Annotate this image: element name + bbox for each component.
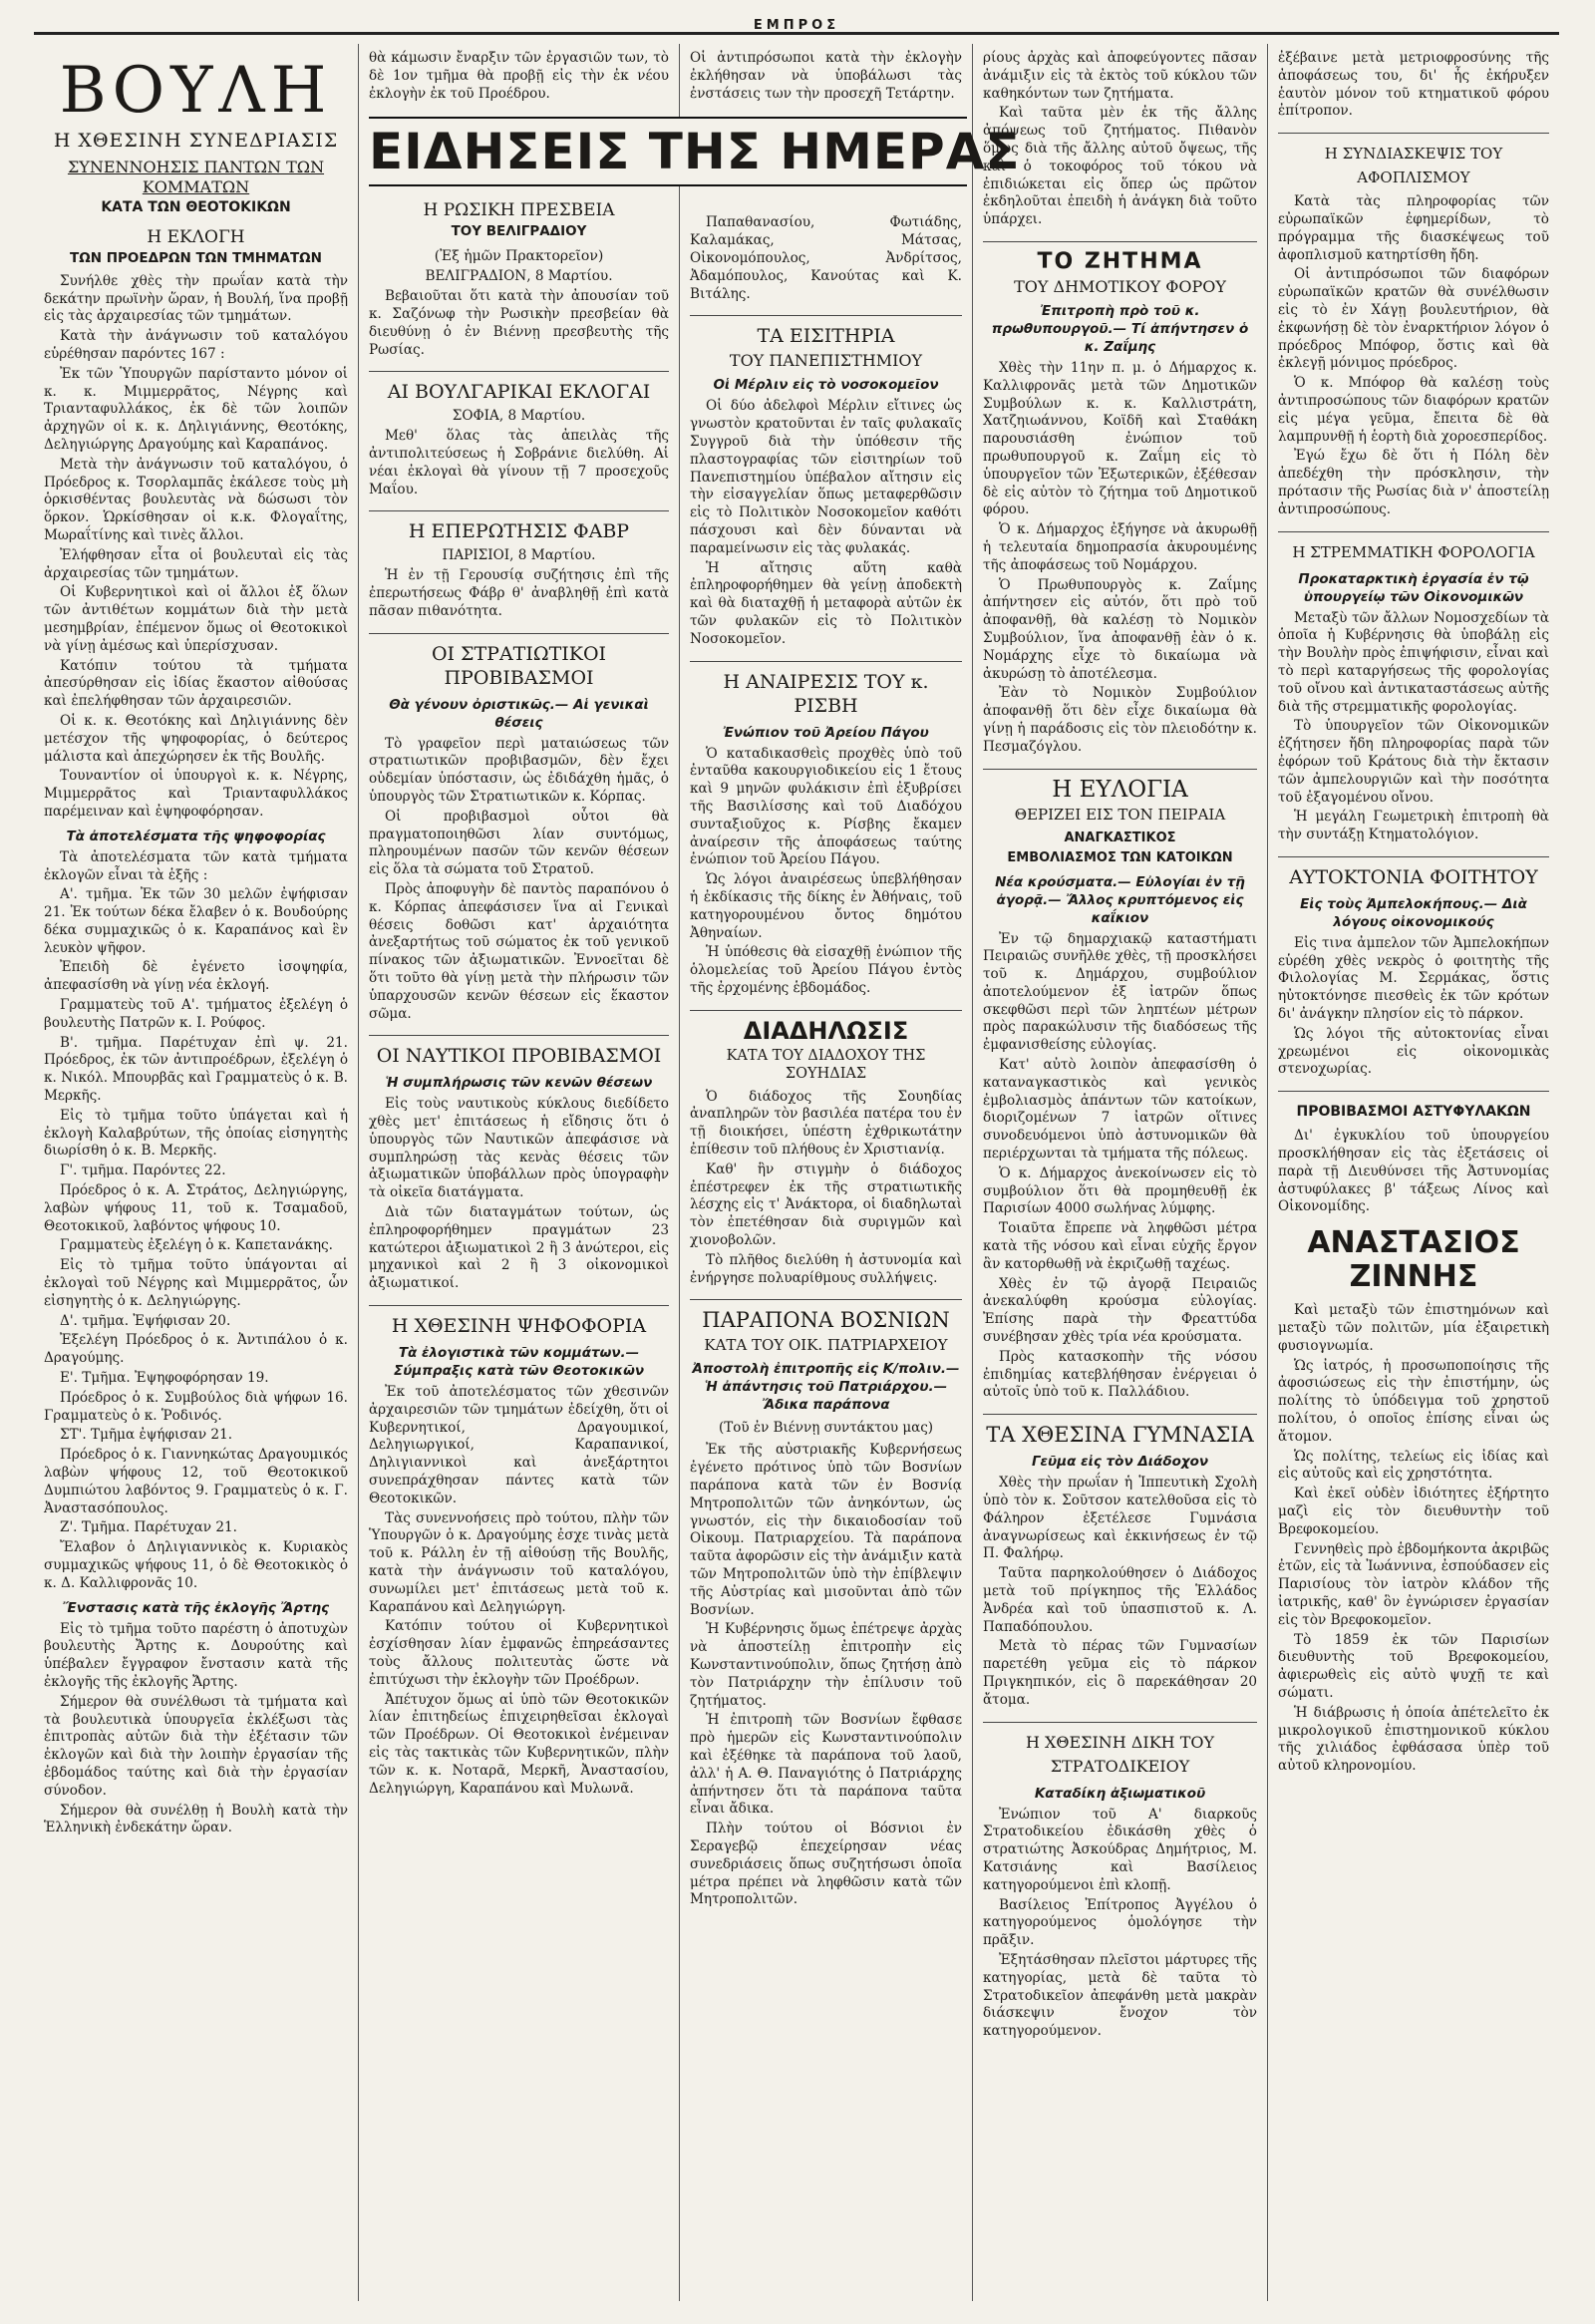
headline: Η ΧΘΕΣΙΝΗ ΔΙΚΗ ΤΟΥ ΣΤΡΑΤΟΔΙΚΕΙΟΥ [983, 1722, 1257, 1779]
subheadline: Ἡ συμπλήρωσις τῶν κενῶν θέσεων [385, 1075, 653, 1092]
column-3 [680, 44, 973, 2301]
headline: Η ΕΚΛΟΓΗ [147, 226, 245, 247]
headline: Η ΕΥΛΟΓΙΑ [983, 769, 1257, 802]
paragraph: Ὡς λόγοι ἀναιρέσεως ὑπεβλήθησαν ἡ ἐκδίκασις τῆς δίκης ἐν Ἀθήναις, τοῦ κατηγορουμένου ὄντος δημότου Ἀθηναίων. [690, 871, 962, 941]
paragraph: Πρόεδρος ὁ κ. Α. Στράτος, Δεληγιώργης, λαβὼν ψήφους 11, τοῦ κ. Τσαμαδοῦ, Θεοτοκικοῦ, λαβόντος ψήφους 10. [44, 1182, 348, 1234]
paragraph: Τὸ πλῆθος διελύθη ἡ ἀστυνομία καὶ ἐνήργησε πολυαρίθμους συλλήψεις. [690, 1251, 962, 1286]
paragraph: Τὰς συνεννοήσεις πρὸ τούτου, πλὴν τῶν Ὑπουργῶν ὁ κ. Δραγούμης ἐσχε τινὰς μετὰ τοῦ κ. Ράλλη ἐν τῇ αἰθούσῃ τῆς Βουλῆς, κατὰ τὴν ἀνάγνωσιν τοῦ καταλόγου, συνωμίλει μετ' ἐπιτάσεως μετὰ τοῦ κ. Καραπάνου καὶ Δεληγιώργη. [369, 1509, 669, 1615]
headline: ΠΡΟΒΙΒΑΣΜΟΙ ΑΣΤΥΦΥΛΑΚΩΝ [1278, 1091, 1549, 1124]
paragraph: Ἡ ἐπιτροπὴ τῶν Βοσνίων ἔφθασε πρὸ ἡμερῶν εἰς Κωνσταντινούπολιν καὶ ἐξέθηκε τὰ παράπονα τοῦ λαοῦ, ἀλλ' ἡ Α. Θ. Παναγιότης ὁ Πατριάρχης ἀπήντησεν ὅτι τὰ παράπονα ταῦτα εἶναι ἄδικα. [690, 1712, 962, 1818]
section-subtitle-3: ΚΑΤΑ ΤΩΝ ΘΕΟΤΟΚΙΚΩΝ [101, 199, 291, 215]
subheadline: Εἰς τοὺς Ἀμπελοκήπους.— Διὰ λόγους οἰκονομικούς [1300, 895, 1527, 930]
column-4 [973, 44, 1268, 2301]
paragraph: ρίους ἀρχὰς καὶ ἀποφεύγοντες πᾶσαν ἀνάμιξιν εἰς τὰ ἐκτὸς τοῦ κύκλου τῶν καθηκόντων των ζητήματα. [983, 50, 1257, 102]
paragraph: Κατόπιν τούτου τὰ τμήματα ἀπεσύρθησαν εἰς ἰδίας ἕκαστον αἰθούσας καὶ ἐπελήφθησαν τῶν ἀρχαιρεσιῶν. [44, 657, 348, 710]
columns [34, 44, 1559, 2301]
headline-sub: ΤΟΥ ΠΑΝΕΠΙΣΤΗΜΙΟΥ [729, 351, 923, 371]
paragraph: Β'. τμῆμα. Παρέτυχαν ἐπὶ ψ. 21. Πρόεδρος, ἐκ τῶν ἀντιπροέδρων, ἐξελέγη ὁ κ. Νικόλ. Μπουρβᾶς καὶ Γραμματεὺς ὁ κ. Β. Μερκῆς. [44, 1034, 348, 1105]
paragraph: ἐξέβαινε μετὰ μετριοφροσύνης τῆς ἀποφάσεως του, δι' ἧς ἐκήρυξεν ἑαυτὸν μόνον τοῦ κτηματικοῦ φόρου ἐπίτροπον. [1278, 50, 1549, 120]
paragraph: Ἀπέτυχον ὅμως αἱ ὑπὸ τῶν Θεοτοκικῶν λίαν ἐπιτηδείως ἐπιχειρηθεῖσαι ἐκλογαὶ τῶν Προέδρων. Οἱ Θεοτοκικοὶ ἐνέμειναν εἰς τὰς τακτικὰς τῶν Κυβερνητικῶν, πλὴν τῶν κ. κ. Νοταρᾶ, Μερκῆ, Ἀναστασίου, Δεληγιώργη, Καραπάνου καὶ Μυλωνᾶ. [369, 1691, 669, 1797]
paragraph: Διὰ τῶν διαταγμάτων τούτων, ὡς ἐπληροφορήθημεν πραγμάτων 23 κατώτεροι ἀξιωματικοὶ 2 ἢ 3 ἀνώτεροι, εἰς μηχανικοὶ καὶ 2 ἢ 3 οἰκονομικοὶ ἀξιωματικοί. [369, 1204, 669, 1292]
section-title: ΒΟΥΛΗ [59, 54, 333, 128]
headline-sub: ΤΟΥ ΒΕΛΙΓΡΑΔΙΟΥ [451, 223, 587, 240]
paragraph: Εἰς τὸ τμῆμα τοῦτο παρέστη ὁ ἀποτυχὼν βουλευτὴς Ἄρτης κ. Δουρούτης καὶ ὑπέβαλεν ἔγγραφον ἔνστασιν κατὰ τῆς ἐκλογῆς τῆς ἐκλογῆς Ἄρτης. [44, 1620, 348, 1690]
paragraph: Ἐλήφθησαν εἶτα οἱ βουλευταὶ εἰς τὰς ἀρχαιρεσίας τῶν τμημάτων. [44, 546, 348, 581]
paragraph: Συνήλθε χθὲς τὴν πρωΐαν κατὰ τὴν δεκάτην πρωϊνὴν ὥραν, ἡ Βουλή, ἵνα προβῇ εἰς τὰς ἀρχαιρεσίας τῶν τμημάτων. [44, 272, 348, 325]
paragraph: Δ'. τμῆμα. Ἐψήφισαν 20. [60, 1312, 231, 1329]
headline: Η ΣΤΡΕΜΜΑΤΙΚΗ ΦΟΡΟΛΟΓΙΑ [1278, 531, 1549, 564]
headline: ΑΙ ΒΟΥΛΓΑΡΙΚΑΙ ΕΚΛΟΓΑΙ [369, 371, 669, 404]
paragraph: Οἱ ἀντιπρόσωποι κατὰ τὴν ἐκλογὴν ἐκλήθησαν νὰ ὑποβάλωσι τὰς ἐνστάσεις των τὴν προσεχῆ Τετάρτην. [690, 50, 962, 102]
paragraph: Γραμματεὺς ἐξελέγη ὁ κ. Καπετανάκης. [60, 1237, 333, 1254]
headline-sub: ΤΩΝ ΠΡΟΕΔΡΩΝ ΤΩΝ ΤΜΗΜΑΤΩΝ [70, 249, 322, 266]
paragraph: θὰ κάμωσιν ἔναρξιν τῶν ἐργασιῶν των, τὸ δὲ 1ον τμῆμα θὰ προβῇ εἰς τὴν ἐκ νέου ἐκλογὴν ἐκ τοῦ Προέδρου. [369, 50, 669, 102]
paragraph: Δι' ἐγκυκλίου τοῦ ὑπουργείου προσκλήθησαν εἰς τὰς ἐξετάσεις οἱ παρὰ τῇ Διευθύνσει τῆς Ἀστυνομίας ἀστυφύλακες β' τάξεως Λίνος καὶ Οἰκονομίδης. [1278, 1128, 1549, 1215]
headline: ΟΙ ΝΑΥΤΙΚΟΙ ΠΡΟΒΙΒΑΣΜΟΙ [369, 1035, 669, 1068]
subheadline: Τὰ ἀποτελέσματα τῆς ψηφοφορίας [66, 828, 326, 844]
headline-sub: ΚΑΤΑ ΤΟΥ ΔΙΑΔΟΧΟΥ ΤΗΣ ΣΟΥΗΔΙΑΣ [726, 1047, 926, 1082]
paragraph: Ἡ αἴτησις αὕτη καθὰ ἐπληροφορήθημεν θὰ γείνῃ ἀποδεκτὴ καὶ θὰ διαταχθῇ ἡ μεταφορὰ αὐτῶν ἐκ τῶν φυλακῶν εἰς τὸ Πολιτικὸν Νοσοκομεῖον. [690, 559, 962, 647]
subheadline: Θὰ γένουν ὀριστικῶς.— Αἱ γενικαὶ θέσεις [389, 696, 649, 731]
headline: Η ΕΠΕΡΩΤΗΣΙΣ ΦΑΒΡ [369, 510, 669, 543]
subheadline: Οἱ Μέρλιν εἰς τὸ νοσοκομεῖον [713, 377, 939, 394]
paragraph: Κατ' αὐτὸ λοιπὸν ἀπεφασίσθη ὁ καταναγκαστικὸς καὶ γενικὸς ἐμβολιασμὸς ἁπάντων τῶν κατοίκων, διοριζομένων 7 ἰατρῶν οἵτινες συνοδευόμενοι ὑπὸ ἀστυνομικῶν θὰ περιέρχωνται τὰ τμήματα τῆς πόλεως. [983, 1057, 1257, 1162]
paragraph: Ἐκ τοῦ ἀποτελέσματος τῶν χθεσινῶν ἀρχαιρεσιῶν τῶν τμημάτων ἐδείχθη, ὅτι οἱ Κυβερνητικοί, Δραγουμικοί, Δεληγιωργικοί, Καραπανικοί, Δηλιγιαννικοὶ καὶ ἀνεξάρτητοι συνεπράχθησαν πάντες κατὰ τῶν Θεοτοκικῶν. [369, 1384, 669, 1506]
paragraph: Ὁ κ. Δήμαρχος ἐξήγησε νὰ ἀκυρωθῇ ἡ τελευταία δημοπρασία ἀκυρουμένης τῆς ἀποφάσεως τοῦ Νομάρχου. [983, 521, 1257, 573]
paragraph: Ἐὰν τὸ Νομικὸν Συμβούλιον ἀποφανθῇ ὅτι δὲν εἶχε δικαίωμα θὰ γίνῃ ἡ παράδοσις εἰς τὸν πλειοδότην κ. Πεσμαζόγλου. [983, 685, 1257, 755]
paragraph: Κατὰ τὰς πληροφορίας τῶν εὐρωπαϊκῶν ἐφημερίδων, τὸ πρόγραμμα τῆς διασκέψεως τοῦ ἀφοπλισμοῦ κατηρτίσθη ἤδη. [1278, 193, 1549, 263]
paragraph: Μεταξὺ τῶν ἄλλων Νομοσχεδίων τὰ ὁποῖα ἡ Κυβέρνησις θὰ ὑποβάλῃ εἰς τὴν Βουλὴν πρὸς ἐπιψήφισιν, εἶναι καὶ τὸ περὶ καταργήσεως τῆς φορολογίας τοῦ οἴνου καὶ ἀντικαταστάσεως αὐτῆς διὰ τῆς στρεμματικῆς φορολογίας. [1278, 609, 1549, 715]
paragraph: Ἐνώπιον τοῦ Α' διαρκοῦς Στρατοδικείου ἐδικάσθη χθὲς ὁ στρατιώτης Ἀσκούδρας Δημήτριος, Μ. Κατσιάνης καὶ Βασίλειος κατηγορούμενοι ἐπὶ κλοπῇ. [983, 1806, 1257, 1893]
paragraph: Καὶ μεταξὺ τῶν ἐπιστημόνων καὶ μεταξὺ τῶν πολιτῶν, μία ἐξαιρετικὴ φυσιογνωμία. [1278, 1302, 1549, 1354]
dateline: ΠΑΡΙΣΙΟΙ, 8 Μαρτίου. [442, 547, 596, 564]
paragraph: Χθὲς ἐν τῷ ἀγορᾷ Πειραιῶς ἀνεκαλύφθη κρούσμα εὐλογίας. Ἐπίσης παρὰ τὴν Φρεαττύδα συνέβησαν χθὲς τρία νέα κρούσματα. [983, 1275, 1257, 1346]
paragraph: Σήμερον θὰ συνέλθῃ ἡ Βουλὴ κατὰ τὴν Ἑλληνικὴ ἐνδεκάτην ὥραν. [44, 1802, 348, 1836]
paragraph: Ὁ κ. Μπόφορ θὰ καλέσῃ τοὺς ἀντιπροσώπους τῶν διαφόρων κρατῶν εἰς μέγα γεῦμα, ἔπειτα δὲ θὰ λαμπρυνθῇ ἡ ἑορτὴ διὰ χοροεσπερίδος. [1278, 375, 1549, 445]
headline: Η ΣΥΝΔΙΑΣΚΕΨΙΣ ΤΟΥ ΑΦΟΠΛΙΣΜΟΥ [1278, 133, 1549, 189]
paragraph: Καὶ ταῦτα μὲν ἐκ τῆς ἄλλης ἀπόψεως τοῦ ζητήματος. Πιθανὸν ὅμως διὰ τῆς ἄλλης αὐτοῦ ὄψεως, τῆς καὶ ὁ τοκοφόρος τοῦ τόκου νὰ ἐπιδιώκεται εἰς ὅπερ ὡς πρῶτον ἐκδηλοῦται ἐπειδὴ ἡ ἀνάγκη διὰ τοῦτο ὑπάρχει. [983, 105, 1257, 228]
paragraph: Μετὰ τὸ πέρας τῶν Γυμνασίων παρετέθη γεῦμα εἰς τὸ πάρκον Πριγκηπικόν, εἰς ὃ παρεκάθησαν 20 ἄτομα. [983, 1638, 1257, 1708]
subheadline: Προκαταρκτικὴ ἐργασία ἐν τῷ ὑπουργείῳ τῶν Οἰκονομικῶν [1298, 570, 1529, 605]
paragraph: Εἰς τοὺς ναυτικοὺς κύκλους διεδίδετο χθὲς μετ' ἐπιτάσεως ἡ εἴδησις ὅτι ὁ ὑπουργὸς τῶν Ναυτικῶν ἀπεφάσισε νὰ συμπληρώσῃ τὰς κενὰς θέσεις τῶν ἀξιωματικῶν ὑποβάλλων πρὸς ὑπογραφὴν τὰ οἰκεῖα διατάγματα. [369, 1096, 669, 1201]
paragraph: Ε'. Τμῆμα. Ἐψηφοφόρησαν 19. [60, 1370, 269, 1387]
headline: ΟΙ ΣΤΡΑΤΙΩΤΙΚΟΙ ΠΡΟΒΙΒΑΣΜΟΙ [369, 633, 669, 690]
paragraph: Ἡ ἐν τῇ Γερουσίᾳ συζήτησις ἐπὶ τῆς ἐπερωτήσεως Φάβρ θ' ἀναβληθῇ ἐπὶ κατὰ πᾶσαν πιθανότητα. [369, 567, 669, 619]
subheadline: Νέα κρούσματα.— Εὐλογίαι ἐν τῇ ἀγορᾷ.— Ἄλλος κρυπτόμενος εἰς καΐκιον [995, 873, 1245, 926]
paragraph: Ὡς πολίτης, τελείως εἰς ἰδίας καὶ εἰς αὐτοῦς καὶ εἰς χρηστότητα. [1278, 1448, 1549, 1483]
paragraph: Σήμερον θὰ συνέλθωσι τὰ τμήματα καὶ τὰ βουλευτικὰ ὑπουργεῖα ἐκλέξωσι τὰς ἐπιτροπὰς αὐτῶν διὰ τὴν ἐξέτασιν τῶν ἐκλογῶν καὶ διὰ τὴν λοιπὴν ἐργασίαν τῆς ἐβδομάδος ταύτης καὶ διὰ τὴν ἐργασίαν σύνοδον. [44, 1693, 348, 1799]
paragraph: Βασίλειος Ἐπίτροπος Ἀγγέλου ὁ κατηγορούμενος ὁμολόγησε τὴν πρᾶξιν. [983, 1896, 1257, 1949]
banner-wrap [369, 117, 1021, 190]
paragraph: ΣΤ'. Τμῆμα ἐψήφισαν 21. [60, 1427, 233, 1444]
headline: ΤΑ ΕΙΣΙΤΗΡΙΑ [690, 315, 962, 348]
headline: ΤΟ ΖΗΤΗΜΑ [983, 241, 1257, 274]
subheadline: Ἀποστολὴ ἐπιτροπῆς εἰς Κ/πολιν.— Ἡ ἀπάντησις τοῦ Πατριάρχου.— Ἄδικα παράπονα [692, 1361, 960, 1414]
paragraph: Καὶ ἐκεῖ οὐδὲν ἰδιότητες ἐξήρτητο μαζὶ εἰς τὸν διευθυντὴν τοῦ Βρεφοκομείου. [1278, 1486, 1549, 1537]
paragraph: Ἡ μεγάλη Γεωμετρικὴ ἐπιτροπὴ θὰ τὴν συντάξῃ Κτηματολόγιον. [1278, 809, 1549, 843]
headline-sub: ΑΝΑΓΚΑΣΤΙΚΟΣ [1064, 830, 1176, 845]
subheadline: Ἔνστασις κατὰ τῆς ἐκλογῆς Ἄρτης [62, 1599, 330, 1616]
subheadline: Τὰ ἐλογιστικὰ τῶν κομμάτων.— Σύμπραξις κατὰ τῶν Θεοτοκικῶν [393, 1345, 645, 1380]
source-note: (Τοῦ ἐν Βιέννῃ συντάκτου μας) [718, 1420, 934, 1437]
paragraph: Εἰς τὸ τμῆμα τοῦτο ὑπάγεται καὶ ἡ ἐκλογὴ Καλαβρύτων, τῆς ὁποίας εἰσηγητὴς διωρίσθη ὁ κ. Β. Μερκῆς. [44, 1107, 348, 1160]
headline: ΑΥΤΟΚΤΟΝΙΑ ΦΟΙΤΗΤΟΥ [1278, 856, 1549, 889]
subheadline: Ἐπιτροπὴ πρὸ τοῦ κ. πρωθυπουργοῦ.— Τί ἀπήντησεν ὁ κ. Ζαΐμης [991, 302, 1249, 355]
obituary-headline: ΑΝΑΣΤΑΣΙΟΣ ΖΙΝΝΗΣ [1307, 1225, 1520, 1295]
headline: ΤΑ ΧΘΕΣΙΝΑ ΓΥΜΝΑΣΙΑ [983, 1414, 1257, 1447]
newspaper-page [34, 18, 1559, 2301]
paragraph: Εἰς τὸ τμῆμα τοῦτο ὑπάγονται αἱ ἐκλογαὶ τοῦ Νέγρης καὶ Μιμμερρᾶτος, ὧν εἰσηγητὴς ὁ κ. Δεληγιώργης. [44, 1257, 348, 1309]
source-note: (Ἐξ ἡμῶν Πρακτορεῖον) [434, 248, 604, 265]
paragraph: Ὡς ἰατρός, ἡ προσωποποίησις τῆς ἀφοσιώσεως εἰς τὴν ἐπιστήμην, ὡς πολίτης τὸ ὑπόδειγμα τοῦ χρηστοῦ πολίτου, ὁ οποῖος ἐπίσης εἶναι ὡς ἄτομον. [1278, 1357, 1549, 1445]
news-of-the-day-banner: ΕΙΔΗΣΕΙΣ ΤΗΣ ΗΜΕΡΑΣ [369, 117, 967, 186]
headline-sub: ΕΜΒΟΛΙΑΣΜΟΣ ΤΩΝ ΚΑΤΟΙΚΩΝ [1007, 849, 1233, 865]
masthead [34, 18, 1559, 35]
paragraph: Γεννηθεὶς πρὸ ἑβδομήκοντα ἀκριβῶς ἐτῶν, εἰς τὰ Ἰωάννινα, ἐσπούδασεν εἰς Παρισίους τὸν ἰατρὸν κλάδον τῆς ἰατρικῆς, καθ' ὃν ἐγνώρισεν ἐργασίαν εἰς τὸν Βρεφοκομεῖον. [1278, 1540, 1549, 1628]
paragraph: Χθὲς τὴν πρωΐαν ἡ Ἱππευτικὴ Σχολὴ ὑπὸ τὸν κ. Σοῦτσον κατελθοῦσα εἰς τὸ Φάληρον ἐξετέλεσε Γυμνάσια ἀναγνωρίσεως καὶ ἐκκινήσεως ἐν τῷ Π. Φαλήρῳ. [983, 1475, 1257, 1562]
paragraph: Κατὰ τὴν ἀνάγνωσιν τοῦ καταλόγου εὑρέθησαν παρόντες 167 : [44, 328, 348, 362]
paragraph: Α'. τμῆμα. Ἐκ τῶν 30 μελῶν ἐψήφισαν 21. Ἐκ τούτων δέκα ἔλαβεν ὁ κ. Βουδούρης δέκα συμμαχικῶς ὁ κ. Καραπάνος καὶ ἓν λευκὸν ψῆφον. [44, 886, 348, 956]
paragraph: Ἐγώ ἔχω δὲ ὅτι ἡ Πόλη δὲν ἀπεδέχθη τὴν πρόσκλησιν, τὴν πρότασιν τῆς Ρωσίας διὰ ν' ἀποστείλῃ ἀντιπροσώπους. [1278, 448, 1549, 517]
paragraph: Ἡ διάβρωσις ἡ ὁποία ἀπέτελεῖτο ἐκ μικρολογικοῦ ἐπιστημονικοῦ κύκλου τῆς χιλιάδος ἐφθάσασα ὑπὲρ τοῦ αὐτοῦ κληρονομίου. [1278, 1704, 1549, 1775]
section-subtitle-2: ΣΥΝΕΝΝΟΗΣΙΣ ΠΑΝΤΩΝ ΤΩΝ ΚΟΜΜΑΤΩΝ [67, 158, 325, 196]
paragraph: Τὸ ὑπουργεῖον τῶν Οἰκονομικῶν ἐζήτησεν ἤδη πληροφορίας παρὰ τῶν ἐφόρων τοῦ Κράτους διὰ τὴν ἔκτασιν τῶν ἀμπελουργιῶν καὶ τὴν ποσότητα τοῦ ἐξαγομένου οἴνου. [1278, 718, 1549, 806]
headline: Η ΡΩΣΙΚΗ ΠΡΕΣΒΕΙΑ [423, 200, 615, 221]
headline: Η ΧΘΕΣΙΝΗ ΨΗΦΟΦΟΡΙΑ [369, 1305, 669, 1338]
paragraph: Εἰς τινα ἀμπελον τῶν Ἀμπελοκήπων εὑρέθη χθὲς νεκρὸς ὁ φοιτητὴς τῆς Φιλολογίας Μ. Σερμάκας, ὅστις ηὐτοκτόνησε πιεσθεὶς ἐκ τῶν κρότων δι' ἀνάγκην πλησίον εἰς τὸ πάρκον. [1278, 934, 1549, 1023]
paragraph: Πρὸς ἀποφυγὴν δὲ παντὸς παραπόνου ὁ κ. Κόρπας ἀπεφάσισεν ἵνα αἱ Γενικαὶ θέσεις δοθῶσι κατ' ἀρχαιότητα ἀνεξαρτήτως τοῦ σώματος ἐκ τοῦ γενικοῦ πίνακος τῶν ἀξιωματικῶν. Ἐννοεῖται δὲ ὅτι τοῦτο θὰ γίνῃ μετὰ τὴν πλήρωσιν τῶν ὑπαρχουσῶν κενῶν θέσεων εἰς ἕκαστον σῶμα. [369, 880, 669, 1022]
paragraph: Ἐκ τῶν Ὑπουργῶν παρίσταντο μόνον οἱ κ. κ. Μιμμερρᾶτος, Νέγρης καὶ Τριανταφυλλάκος, ἐκ δὲ τῶν λοιπῶν ἀρχηγῶν οἱ κ. κ. Δηλιγιάννης, Θεοτόκης, Δεληγιώργης Δραγούμης καὶ Καραπάνος. [44, 365, 348, 453]
headline: Η ΑΝΑΙΡΕΣΙΣ ΤΟΥ κ. ΡΙΣΒΗ [690, 661, 962, 718]
column-5 [1268, 44, 1559, 2301]
section-subtitle: Η ΧΘΕΣΙΝΗ ΣΥΝΕΔΡΙΑΣΙΣ [53, 130, 339, 152]
paragraph: Κατόπιν τούτου οἱ Κυβερνητικοὶ ἐσχίσθησαν λίαν ἐμφανῶς ἐπηρεάσαντες τοὺς ἄλλους πολιτευτὰς ὥστε νὰ ἐπιτύχωσι τὴν ἐκλογὴν τῶν Προέδρων. [369, 1618, 669, 1688]
paragraph: Μεθ' ὅλας τὰς ἀπειλὰς τῆς ἀντιπολιτεύσεως ἡ Σοβράνιε διελύθη. Αἱ νέαι ἐκλογαὶ θὰ γίνουν τῇ 7 προσεχοῦς Μαΐου. [369, 428, 669, 498]
paragraph: Καθ' ἣν στιγμὴν ὁ διάδοχος ἐπέστρεφεν ἐκ τῆς στρατιωτικῆς λέσχης εἰς τ' Ἀνάκτορα, οἱ διαδηλωταὶ τὸν ἐπετέθησαν διὰ συριγμῶν καὶ χιονοβολῶν. [690, 1161, 962, 1249]
paragraph: Τὸ 1859 ἐκ τῶν Παρισίων διευθυντὴς τοῦ Βρεφοκομείου, ἀφιερωθεὶς εἰς αὐτὸ ψυχῇ τε καὶ σώματι. [1278, 1631, 1549, 1701]
paragraph: Ἡ ὑπόθεσις θὰ εἰσαχθῇ ἐνώπιον τῆς ὁλομελείας τοῦ Ἀρείου Πάγου ἐντὸς τῆς ἐρχομένης ἑβδομάδος. [690, 944, 962, 996]
column-2-body [369, 190, 669, 2324]
paragraph: Τοιαῦτα ἔπρεπε νὰ ληφθῶσι μέτρα κατὰ τῆς νόσου καὶ εἶναι εὐχῆς ἔργον ἂν κατορθωθῇ νὰ ἐκριζωθῇ ταχέως. [983, 1220, 1257, 1272]
headline: ΠΑΡΑΠΟΝΑ ΒΟΣΝΙΩΝ [690, 1299, 962, 1332]
paragraph: Ὡς λόγοι τῆς αὐτοκτονίας εἶναι χρεωμένοι εἰς οἰκονομικὰς στενοχωρίας. [1278, 1025, 1549, 1078]
masthead-title: ΕΜΠΡΟΣ [753, 17, 840, 33]
column-1 [34, 44, 359, 2301]
paragraph: Ἐξητάσθησαν πλεῖστοι μάρτυρες τῆς κατηγορίας, μετὰ δὲ ταῦτα τὸ Στρατοδικεῖον ἀπεφάνθη μετὰ μακρὰν διάσκεψιν ἔνοχον τὸν κατηγορούμενον. [983, 1951, 1257, 2040]
paragraph: Γ'. τμῆμα. Παρόντες 22. [60, 1162, 226, 1179]
dateline: ΒΕΛΙΓΡΑΔΙΟΝ, 8 Μαρτίου. [425, 268, 613, 285]
headline-sub: ΤΟΥ ΔΗΜΟΤΙΚΟΥ ΦΟΡΟΥ [1014, 276, 1226, 296]
paragraph: Τουναντίον οἱ ὑπουργοὶ κ. κ. Νέγρης, Μιμμερρᾶτος καὶ Τριανταφυλλάκος παρέμειναν καὶ ἐψηφοφόρησαν. [44, 768, 348, 820]
paragraph: Πρόεδρος ὁ κ. Συμβούλος διὰ ψήφων 16. Γραμματεὺς ὁ κ. Ῥοδινός. [44, 1389, 348, 1424]
paragraph: Ἐν τῷ δημαρχιακῷ καταστήματι Πειραιῶς συνῆλθε χθὲς, τῇ προσκλήσει τοῦ κ. Δημάρχου, συμβούλιον ἀποτελούμενον ἐξ ἰατρῶν ὅπως σκεφθῶσι περὶ τῶν ληπτέων μέτρων πρὸς παρακώλυσιν τῆς διαδόσεως τῆς ἐμφανισθείσης εὐλογίας. [983, 930, 1257, 1054]
paragraph: Τὸ γραφεῖον περὶ ματαιώσεως τῶν στρατιωτικῶν προβιβασμῶν, δὲν ἔχει οὐδεμίαν ὑπόστασιν, ὡς ἐδιδάχθη ἡμᾶς, ὁ ὑπουργὸς τῶν Στρατιωτικῶν κ. Κόρπας. [369, 735, 669, 805]
headline: ΔΙΑΔΗΛΩΣΙΣ [690, 1010, 962, 1043]
paragraph: Τὰ ἀποτελέσματα τῶν κατὰ τμήματα ἐκλογῶν εἶναι τὰ ἑξῆς : [44, 848, 348, 883]
paragraph: Οἱ ἀντιπρόσωποι τῶν διαφόρων εὐρωπαϊκῶν κρατῶν θὰ συνέλθωσιν εἰς τὸ ἐν Χάγῃ βουλευτήριον, θὰ ἐκφωνήσῃ δὲ τὸν ἐναρκτήριον λόγον ὁ πρόεδρος Μπόφορ, ὅστις καὶ θὰ ἐκλεγῇ μόνιμος πρόεδρος. [1278, 266, 1549, 372]
paragraph: Πρὸς κατασκοπὴν τῆς νόσου ἐπιδημίας κατεβλήθησαν ἐνέργειαι ὁ αὐτοῖς ὑπὸ τοῦ κ. Παλλάδιου. [983, 1348, 1257, 1401]
subheadline: Καταδίκη ἀξιωματικοῦ [1034, 1785, 1206, 1802]
paragraph: Ἐκ τῆς αὐστριακῆς Κυβερνήσεως ἐγένετο πρότινος ὑπὸ τῶν Βοσνίων παράπονα κατὰ τῶν ἐν Βοσνίᾳ Μητροπολιτῶν τῶν ἀνηκόντων, ὡς γνωστόν, εἰς τὴν δικαιοδοσίαν τοῦ Οἰκουμ. Πατριαρχείου. Τὰ παράπονα ταῦτα ἀφορῶσιν εἰς τὴν ἀνάμιξιν κατὰ τῶν Μητροπολιτῶν ὑπὸ τὴν ἐπίβλεψιν τῆς Αὐστρίας καὶ μισοῦνται ἀπὸ τῶν Βοσνίων. [690, 1442, 962, 1618]
paragraph: Πρόεδρος ὁ κ. Γιαννηκώτας Δραγουμικός λαβὼν ψήφους 12, τοῦ Θεοτοκικοῦ Δυμπιώτου λαβόντος 9. Γραμματεὺς ὁ κ. Γ. Ἀναστασόπουλος. [44, 1447, 348, 1516]
headline-sub: ΚΑΤΑ ΤΟΥ ΟΙΚ. ΠΑΤΡΙΑΡΧΕΙΟΥ [704, 1336, 948, 1355]
paragraph: Οἱ δύο ἀδελφοὶ Μέρλιν εἴτινες ὡς γνωστὸν κρατοῦνται ἐν ταῖς φυλακαῖς Συγγροῦ διὰ τὴν ὑπόθεσιν τῆς πλαστογραφίας τῶν εἰσιτηρίων τοῦ Πανεπιστημίου ὑπέβαλον αἴτησιν εἰς τὴν εἰσαγγελίαν ὅπως μεταφερθῶσιν εἰς τὸ Πολιτικὸν Νοσοκομεῖον καθότι πάσχουσι καὶ δὲν δύνανται νὰ παραμείνωσιν εἰς τὰς φυλακάς. [690, 398, 962, 556]
paragraph: Παπαθανασίου, Φωτιάδης, Καλαμάκας, Μάτσας, Οἰκονομόπουλος, Ἀνδρίτσος, Ἀδαμόπουλος, Κανούτας καὶ Κ. Βιτάλης. [690, 214, 962, 302]
paragraph: Ὁ κ. Δήμαρχος ἀνεκοίνωσεν εἰς τὸ συμβούλιον ὅτι θὰ προμηθευθῇ ἐκ Παρισίων 4000 σωλήνας λύμφης. [983, 1164, 1257, 1217]
paragraph: Ἐξελέγη Πρόεδρος ὁ κ. Ἀντιπάλου ὁ κ. Δραγούμης. [44, 1332, 348, 1367]
paragraph: Ὁ διάδοχος τῆς Σουηδίας ἀναπληρῶν τὸν βασιλέα πατέρα του ἐν τῇ διοικήσει, ὑπέστη ἐχθρικωτάτην ἐπίθεσιν τοῦ πλήθους ἐν Χριστιανίᾳ. [690, 1088, 962, 1159]
paragraph: Μετὰ τὴν ἀνάγνωσιν τοῦ καταλόγου, ὁ Πρόεδρος κ. Τσορλαμπᾶς ἐκάλεσε τοὺς μὴ ὁρκισθέντας βουλευτὰς νὰ δώσωσι τὸν ὅρκον. Ὡρκίσθησαν οἱ κ.κ. Φλογαΐτης, Μωραΐτίνης καὶ τινὲς ἄλλοι. [44, 456, 348, 543]
paragraph: Ἡ Κυβέρνησις ὅμως ἐπέτρεψε ἀρχὰς νὰ ἀποστείλῃ ἐπιτροπὴν εἰς Κωνσταντινούπολιν, ὅπως ζητήσῃ ἀπὸ τὸν Πατριάρχην τὴν ἐπίλυσιν τοῦ ζητήματος. [690, 1621, 962, 1709]
paragraph: Οἱ Κυβερνητικοὶ καὶ οἱ ἄλλοι ἐξ ὅλων τῶν ἀντιθέτων κομμάτων διὰ τὴν μετὰ μεσημβρίαν, ἐπέμενον ὅμως οἱ Θεοτοκικοὶ νὰ γίνῃ ἀμέσως καὶ ὑπερίσχυσαν. [44, 584, 348, 654]
paragraph: Βεβαιοῦται ὅτι κατὰ τὴν ἀπουσίαν τοῦ κ. Σαζόνωφ τὴν Ρωσικὴν πρεσβείαν θὰ διευθύνῃ ὁ ἐν Βιέννῃ πρεσβευτὴς τῆς Ρωσίας. [369, 288, 669, 358]
paragraph: Πλὴν τούτου οἱ Βόσνιοι ἐν Σεραγεβῷ ἐπεχείρησαν νέας συνεδριάσεις ὅπως συζητήσωσι ὁποῖα μέτρα πρέπει νὰ ληφθῶσιν κατὰ τῶν Μητροπολιτῶν. [690, 1821, 962, 1908]
paragraph: Ἔλαβον ὁ Δηλιγιαννικὸς κ. Κυριακὸς συμμαχικῶς ψήφους 11, ὁ δὲ Θεοτοκικὸς ὁ κ. Δ. Καλλιφρονᾶς 10. [44, 1539, 348, 1591]
paragraph: Ἐπειδὴ δὲ ἐγένετο ἰσοψηφία, ἀπεφασίσθη νὰ γίνῃ νέα ἐκλογή. [44, 959, 348, 994]
dateline: ΣΟΦΙΑ, 8 Μαρτίου. [452, 408, 586, 425]
paragraph: Ὁ Πρωθυπουργὸς κ. Ζαΐμης ἀπήντησεν εἰς αὐτόν, ὅτι πρὸ τοῦ ἀποφανθῇ, θὰ καλέσῃ τὸ Νομικὸν Συμβούλιον, ἵνα ἀποφανθῇ ἐὰν ὁ κ. Νομάρχης εἶχε τὸ δικαίωμα νὰ ἀκυρώσῃ τὸ ἀποτέλεσμα. [983, 576, 1257, 682]
paragraph: Ζ'. Τμῆμα. Παρέτυχαν 21. [60, 1519, 237, 1536]
subheadline: Γεῦμα εἰς τὸν Διάδοχον [1031, 1454, 1209, 1471]
subheadline: Ἐνώπιον τοῦ Ἀρείου Πάγου [723, 724, 929, 741]
paragraph: Ταῦτα παρηκολούθησεν ὁ Διάδοχος μετὰ τοῦ πρίγκηπος τῆς Ἑλλάδος Ἀνδρέα καὶ τοῦ ὑπασπιστοῦ κ. Λ. Παπαδόπουλου. [983, 1565, 1257, 1635]
paragraph: Ὁ καταδικασθεὶς προχθὲς ὑπὸ τοῦ ἐνταῦθα κακουργιοδικείου εἰς 1 ἔτους καὶ 9 μηνῶν φυλάκισιν ἐπὶ ἐξυβρίσει τῆς Βασιλίσσης καὶ τοῦ Διαδόχου συνταξιοῦχος κ. Ρίσβης ἔκαμεν ἀναίρεσιν τῆς ἀποφάσεως ταύτης ἐνώπιον τοῦ Ἀρείου Πάγου. [690, 745, 962, 868]
paragraph: Οἱ κ. κ. Θεοτόκης καὶ Δηλιγιάννης δὲν μετέσχον τῆς ψηφοφορίας, ὁ δεύτερος μάλιστα καὶ ἀπεχώρησεν ἐκ τῆς Βουλῆς. [44, 712, 348, 765]
paragraph: Γραμματεὺς τοῦ Α'. τμήματος ἐξελέγη ὁ βουλευτὴς Πατρῶν κ. Ι. Ρούφος. [44, 997, 348, 1031]
paragraph: Χθὲς τὴν 11ην π. μ. ὁ Δήμαρχος κ. Καλλιφρονᾶς μετὰ τῶν Δημοτικῶν Συμβούλων κ. κ. Καλλιστράτη, Χατζηιωάννου, Κοϊδῆ καὶ Σταθάκη παρουσιάσθη ἐνώπιον τοῦ πρωθυπουργοῦ κ. Ζαΐμη εἰς τὸ ὑπουργεῖον τῶν Ἐξωτερικῶν, ἐξέθεσαν δὲ εἰς αὐτὸν τὸ ζήτημα τοῦ Δημοτικοῦ φόρου. [983, 359, 1257, 518]
headline-sub: ΘΕΡΙΖΕΙ ΕΙΣ ΤΟΝ ΠΕΙΡΑΙΑ [1014, 805, 1226, 824]
paragraph: Οἱ προβιβασμοὶ οὗτοι θὰ πραγματοποιηθῶσι λίαν συντόμως, πληρουμένων πασῶν τῶν κενῶν θέσεων εἰς ὅλα τὰ σώματα τοῦ Στρατοῦ. [369, 808, 669, 878]
